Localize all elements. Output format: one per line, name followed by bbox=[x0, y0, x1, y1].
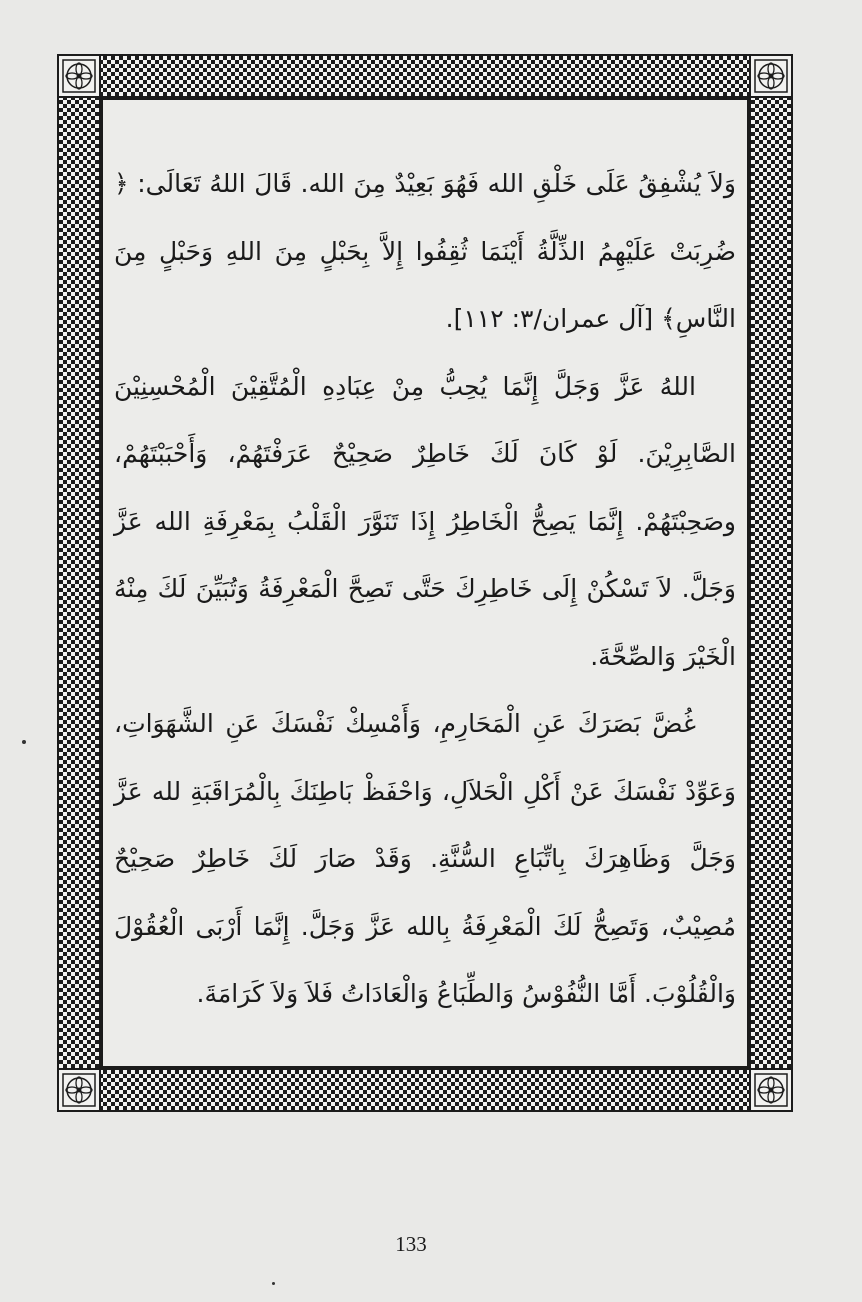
checkered-border-left bbox=[57, 54, 101, 1112]
rosette-icon bbox=[749, 1068, 793, 1112]
page-body-text bbox=[114, 150, 736, 1028]
page-number: 133 bbox=[395, 1232, 427, 1256]
paragraph-1: وَلاَ يُشْفِقُ عَلَى خَلْقِ الله فَهُوَ بَعِيْدٌ مِنَ الله. قَالَ اللهُ تَعَالَى: ﴿ ضُرِبَتْ عَلَيْهِمُ الذِّلَّةُ أَيْنَمَا ثُقِفُوا إِلاَّ بِحَبْلٍ مِنَ اللهِ وَحَبْلٍ مِنَ النَّاسِ﴾ [آل عمران/٣: ١١٢]. bbox=[114, 169, 736, 333]
checkered-border-bottom bbox=[57, 1068, 793, 1112]
rosette-icon bbox=[57, 54, 101, 98]
checkered-border-right bbox=[749, 54, 793, 1112]
paragraph-2: اللهُ عَزَّ وَجَلَّ إِنَّمَا يُحِبُّ مِنْ عِبَادِهِ الْمُتَّقِيْنَ الْمُحْسِنِيْنَ الصَّابِرِيْنَ. لَوْ كَانَ لَكَ خَاطِرٌ صَحِيْحٌ عَرَفْتَهُمْ، وَأَحْبَبْتَهُمْ، وصَحِبْتَهُمْ. إِنَّمَا يَصِحُّ الْخَاطِرُ إِذَا تَنَوَّرَ الْقَلْبُ بِمَعْرِفَةِ الله عَزَّ وَجَلَّ. لاَ تَسْكُنْ إِلَى خَاطِرِكَ حَتَّى تَصِحَّ الْمَعْرِفَةُ وَتُبَيِّنَ لَكَ مِنْهُ الْخَيْرَ وَالصِّحَّةَ. bbox=[114, 371, 736, 671]
paragraph-3: غُضَّ بَصَرَكَ عَنِ الْمَحَارِمِ، وَأَمْسِكْ نَفْسَكَ عَنِ الشَّهَوَاتِ، وَعَوِّدْ نَفْسَكَ عَنْ أَكْلِ الْحَلاَلِ، وَاحْفَظْ بَاطِنَكَ بِالْمُرَاقَبَةِ لله عَزَّ وَجَلَّ وَظَاهِرَكَ بِاتِّبَاعِ السُّنَّةِ. وَقَدْ صَارَ لَكَ خَاطِرٌ صَحِيْحٌ مُصِيْبٌ، وَتَصِحُّ لَكَ الْمَعْرِفَةُ بِالله عَزَّ وَجَلَّ. إِنَّمَا أَرْبَى الْعُقُوْلَ وَالْقُلُوْبَ. أَمَّا النُّفُوْسُ وَالطِّبَاعُ وَالْعَادَاتُ فَلاَ وَلاَ كَرَامَةَ. bbox=[114, 709, 736, 1008]
scan-speck bbox=[22, 740, 26, 744]
scan-speck bbox=[272, 1282, 275, 1285]
rosette-icon bbox=[749, 54, 793, 98]
checkered-border-top bbox=[57, 54, 793, 98]
rosette-icon bbox=[57, 1068, 101, 1112]
